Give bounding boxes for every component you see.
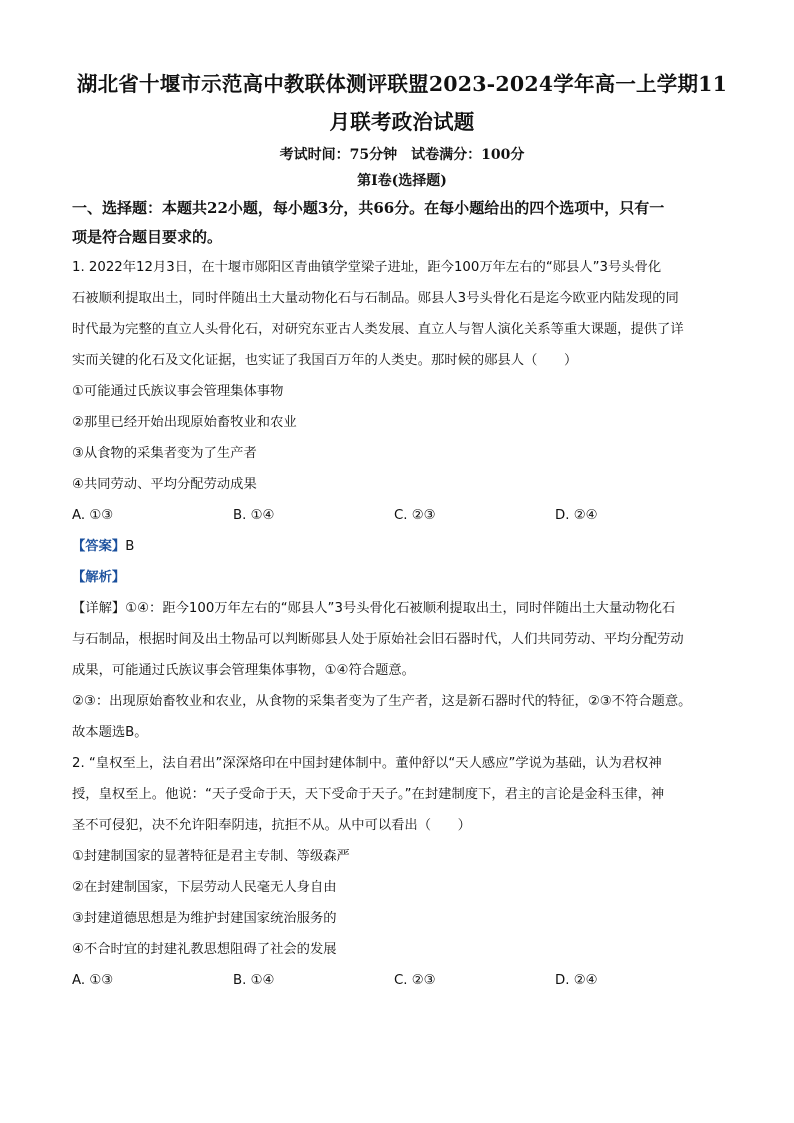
stem-line: 石被顺利提取出土，同时伴随出土大量动物化石与石制品。郧县人3号头骨化石是迄今欧亚内陆发现的同 bbox=[72, 291, 679, 306]
question-2-options bbox=[72, 965, 732, 996]
section-line-2: 项是符合题目要求的。 bbox=[72, 228, 223, 246]
option-c[interactable]: C. ②③ bbox=[394, 973, 436, 988]
detail-line: 成果，可能通过氏族议事会管理集体事物，①④符合题意。 bbox=[72, 663, 415, 678]
stem-line: 时代最为完整的直立人头骨化石，对研究东亚古人类发展、直立人与智人演化关系等重大课题，提供了详 bbox=[72, 322, 684, 337]
statement: ③从食物的采集者变为了生产者 bbox=[72, 446, 257, 461]
statement: ①封建制国家的显著特征是君主专制、等级森严 bbox=[72, 849, 350, 864]
detail-line: 与石制品，根据时间及出土物品可以判断郧县人处于原始社会旧石器时代，人们共同劳动、平均分配劳动 bbox=[72, 632, 684, 647]
detail-block bbox=[72, 593, 732, 748]
stem-line: 2. “皇权至上，法自君出”深深烙印在中国封建体制中。董仲舒以“天人感应”学说为基础，认为君权神 bbox=[72, 756, 662, 771]
title-line-1: 湖北省十堰市示范高中教联体测评联盟2023-2024学年高一上学期11 bbox=[76, 72, 728, 96]
question-2-stem bbox=[72, 748, 732, 841]
option-d[interactable]: D. ②④ bbox=[555, 508, 598, 523]
stem-line: 1. 2022年12月3日，在十堰市郧阳区青曲镇学堂梁子进址，距今100万年左右的“郧县人”3号头骨化 bbox=[72, 260, 662, 275]
option-a[interactable]: A. ①③ bbox=[72, 973, 114, 988]
exam-meta bbox=[72, 145, 732, 165]
stem-line: 授，皇权至上。他说：“天子受命于天，天下受命于天子。”在封建制度下，君主的言论是金科玉律，神 bbox=[72, 787, 665, 802]
option-a[interactable]: A. ①③ bbox=[72, 508, 114, 523]
option-b[interactable]: B. ①④ bbox=[233, 508, 275, 523]
question-1-options bbox=[72, 500, 732, 531]
question-1-statements bbox=[72, 376, 732, 500]
section-heading bbox=[72, 194, 732, 252]
analysis-row bbox=[72, 562, 732, 593]
answer-row bbox=[72, 531, 732, 562]
stem-line: 圣不可侵犯，决不允许阳奉阴违，抗拒不从。从中可以看出（ ） bbox=[72, 818, 471, 833]
question-1 bbox=[72, 252, 732, 748]
answer-value: B bbox=[125, 539, 135, 554]
statement: ②那里已经开始出现原始畜牧业和农业 bbox=[72, 415, 297, 430]
volume-heading: 第I卷(选择题) bbox=[357, 173, 447, 189]
detail-line: 故本题选B。 bbox=[72, 725, 148, 740]
statement: ④共同劳动、平均分配劳动成果 bbox=[72, 477, 257, 492]
exam-score: 试卷满分：100分 bbox=[411, 147, 525, 163]
section-line-1: 一、选择题：本题共22小题，每小题3分，共66分。在每小题给出的四个选项中，只有一 bbox=[72, 199, 665, 217]
question-2-statements bbox=[72, 841, 732, 965]
statement: ④不合时宜的封建礼教思想阻碍了社会的发展 bbox=[72, 942, 337, 957]
option-c[interactable]: C. ②③ bbox=[394, 508, 436, 523]
detail-label: 【详解】 bbox=[72, 601, 126, 616]
question-1-stem bbox=[72, 252, 732, 376]
title-line-2: 月联考政治试题 bbox=[329, 110, 475, 134]
stem-line: 实而关键的化石及文化证据，也实证了我国百万年的人类史。那时候的郧县人（ ） bbox=[72, 353, 578, 368]
option-d[interactable]: D. ②④ bbox=[555, 973, 598, 988]
analysis-label: 【解析】 bbox=[72, 570, 126, 585]
exam-time: 考试时间：75分钟 bbox=[279, 147, 398, 163]
statement: ③封建道德思想是为维护封建国家统治服务的 bbox=[72, 911, 337, 926]
statement: ②在封建制国家，下层劳动人民毫无人身自由 bbox=[72, 880, 337, 895]
detail-line: ①④：距今100万年左右的“郧县人”3号头骨化石被顺利提取出土，同时伴随出土大量动物化石 bbox=[125, 601, 676, 616]
statement: ①可能通过氏族议事会管理集体事物 bbox=[72, 384, 284, 399]
question-2 bbox=[72, 748, 732, 996]
detail-line: ②③：出现原始畜牧业和农业，从食物的采集者变为了生产者，这是新石器时代的特征，②③不符合题意。 bbox=[72, 694, 692, 709]
answer-label: 【答案】 bbox=[72, 539, 126, 554]
document-title bbox=[72, 65, 732, 141]
option-b[interactable]: B. ①④ bbox=[233, 973, 275, 988]
